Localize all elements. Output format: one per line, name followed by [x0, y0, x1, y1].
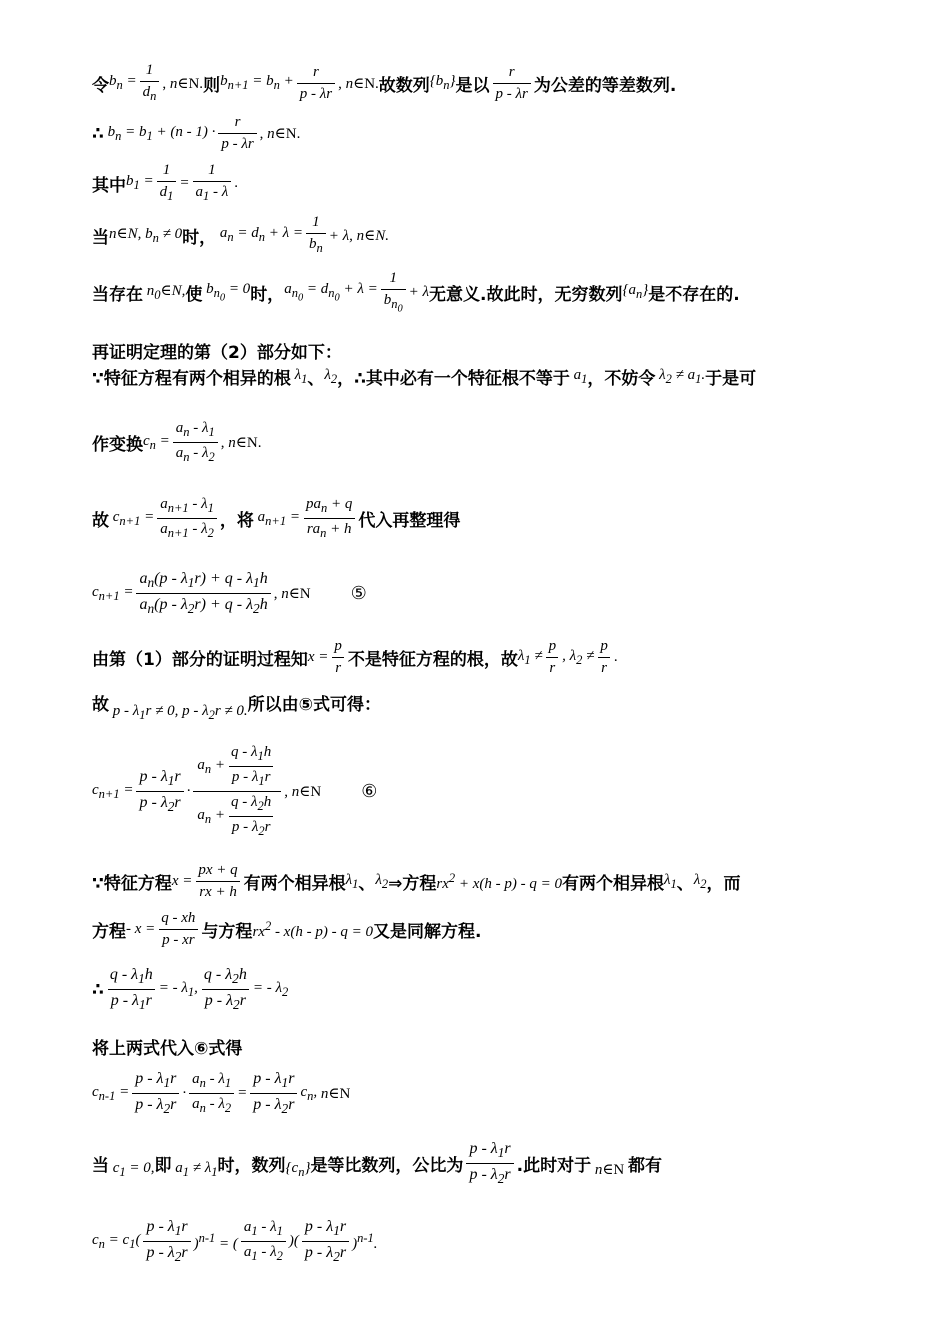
text: 将上两式代入⑥式得 — [92, 1039, 243, 1059]
text: 有两个相异根 — [562, 874, 665, 894]
formula: $\lambda_1$ — [345, 871, 359, 891]
text: 即 — [154, 1156, 172, 1177]
formula: , n∈N — [284, 784, 322, 800]
line-4 — [92, 214, 389, 256]
text: 时， — [250, 284, 285, 305]
fraction: $\frac{1}{b_{n_0}}$ — [381, 270, 406, 315]
text: 又是同解方程. — [372, 922, 482, 942]
formula: $\lambda_2$ — [375, 871, 389, 891]
formula: $\{b_n\}$ — [429, 73, 456, 92]
formula: , $\lambda_2$ ≠ — [562, 647, 595, 667]
text: 、 — [307, 369, 325, 389]
line-5 — [92, 270, 740, 315]
line-13 — [92, 742, 377, 841]
text: 是以 — [455, 75, 490, 96]
formula: $\lambda_1$ — [664, 871, 677, 891]
formula: $b_1$ = — [126, 173, 154, 192]
text: 为公差的等差数列. — [533, 75, 677, 96]
text: 作变换 — [92, 435, 143, 455]
text: .此时对于 — [516, 1156, 592, 1177]
formula: $\lambda_2$ — [324, 366, 338, 386]
line-10 — [92, 570, 367, 617]
formula: )( — [288, 1233, 299, 1250]
fraction: $\frac{q - \lambda_2h}{p - \lambda_2r}$ — [201, 966, 250, 1013]
formula: $\lambda_1$ ≠ — [517, 647, 543, 667]
text: 当 — [92, 227, 109, 248]
formula: $c_{n+1}$ = — [92, 781, 134, 801]
text: 则 — [203, 75, 221, 96]
line-18 — [92, 1070, 350, 1117]
formula: = — [179, 174, 190, 191]
fraction: $\frac{a_{n+1} - \lambda_1}{a_{n+1} - \lambda_2}$ — [157, 496, 217, 541]
text: ，将 — [219, 511, 254, 531]
fraction: $\frac{p - \lambda_1r}{p - \lambda_2r}$ — [143, 1218, 190, 1265]
fraction: $\frac{p}{r}$ — [546, 638, 560, 677]
text: 是等比数列，公比为 — [310, 1156, 464, 1177]
fraction: $\frac{a_n(p - \lambda_1r) + q - \lambda_1h}{a_n(p - \lambda_2r) + q - \lambda_2h}$ — [136, 570, 270, 617]
text: 、 — [676, 874, 694, 894]
text: ∵特征方程 — [92, 874, 172, 894]
text: 其中 — [92, 175, 126, 196]
formula: $\{a_n\}$ — [622, 282, 649, 302]
line-3 — [92, 162, 238, 204]
formula: . — [613, 649, 618, 665]
fraction: $\frac{q - xh}{p - xr}$ — [158, 910, 198, 949]
formula: = - $\lambda_2$ — [252, 979, 289, 999]
text: 无意义.故此时，无穷数列 — [429, 284, 623, 305]
formula: - x = — [126, 921, 156, 937]
formula: $b_n = b_1 + (n - 1)$ · — [103, 123, 216, 143]
text: 都有 — [628, 1156, 663, 1177]
formula: + λ, n∈N. — [328, 227, 389, 244]
formula: = - $\lambda_1$, — [158, 979, 198, 999]
formula: x = — [171, 873, 193, 889]
line-14 — [92, 862, 741, 901]
formula: $rx^2 - x(h - p) - q = 0$ — [252, 918, 373, 940]
text: 时，数列 — [217, 1156, 286, 1177]
formula: n∈N — [594, 1162, 629, 1179]
text: 代入再整理得 — [358, 511, 461, 531]
text: ∵特征方程有两个相异的根 — [92, 369, 291, 389]
formula: · — [186, 783, 191, 799]
fraction: $\frac{pa_n + q}{ra_n + h}$ — [303, 496, 355, 541]
fraction: $\frac{p - \lambda_1r}{p - \lambda_2r}$ — [302, 1218, 349, 1265]
text: 令 — [92, 75, 109, 96]
formula: = — [237, 1085, 248, 1102]
formula: n∈N, $b_n \ne 0$ — [109, 226, 183, 245]
text: 由第（1）部分的证明过程知 — [92, 650, 308, 670]
fraction: $\frac{r}{p - \lambda r}$ — [493, 64, 531, 103]
text: 时， — [182, 227, 217, 248]
formula: n∈N — [320, 1086, 351, 1103]
formula: , n∈N. — [162, 75, 204, 92]
line-11 — [92, 638, 618, 677]
text: ，不妨令 — [587, 369, 656, 389]
text: 再证明定理的第（2）部分如下： — [92, 343, 342, 363]
text: 不是特征方程的根，故 — [347, 650, 518, 670]
line-20 — [92, 1218, 378, 1265]
formula: x = — [307, 649, 329, 665]
line-17 — [92, 1034, 242, 1059]
formula: $\{c_n\}$ — [285, 1159, 311, 1179]
fraction: $\frac{p - \lambda_1r}{p - \lambda_2r}$ — [466, 1140, 513, 1187]
text: 有两个相异根 — [243, 874, 346, 894]
line-2 — [92, 114, 300, 153]
fraction: $\frac{px + q}{rx + h}$ — [195, 862, 240, 901]
formula: $a_{n_0} = d_{n_0} + \lambda$ = — [284, 281, 378, 304]
text: 使 — [185, 284, 203, 305]
text: ∴ — [92, 123, 104, 144]
text: 所以由⑤式可得： — [247, 695, 382, 715]
formula: $c_1 = 0$, — [109, 1159, 155, 1179]
formula: , n∈N. — [259, 126, 301, 142]
fraction: $\frac{1}{a_1 - \lambda}$ — [193, 162, 232, 204]
formula: , n∈N. — [220, 435, 262, 451]
formula: $c_n$, — [300, 1083, 321, 1103]
fraction: $\frac{q - \lambda_1h}{p - \lambda_1r}$ — [107, 966, 156, 1013]
fraction: $\frac{p}{r}$ — [331, 638, 345, 677]
formula: , n∈N — [273, 586, 311, 603]
formula: $p - \lambda_1r \ne 0$, $p - \lambda_2r \ne 0$. — [109, 702, 248, 722]
fraction: $\frac{1}{d_1}$ — [157, 162, 177, 204]
text: 故数列 — [378, 75, 430, 96]
formula: $rx^2 + x(h - p) - q = 0$ — [436, 870, 563, 892]
compound-fraction: $a_n$ + $\frac{q - \lambda_1h}{p - \lambda_1r}$ $a_n$ + $\frac{q - \lambda_2h}{p - \lambda_2r}$ — [193, 742, 281, 841]
fraction: $\frac{p - \lambda_1r}{p - \lambda_2r}$ — [136, 768, 183, 815]
formula: $c_{n+1}$ = — [109, 508, 155, 528]
line-19 — [92, 1140, 662, 1187]
formula: + λ — [408, 283, 430, 300]
formula: $a_n = d_n + \lambda$ = — [216, 225, 303, 244]
line-7 — [92, 364, 756, 389]
text: 于是可 — [705, 369, 757, 389]
formula: $c_n$ = — [143, 432, 170, 452]
formula: $c_{n+1}$ = — [92, 583, 134, 603]
fraction: $\frac{a_n - \lambda_1}{a_n - \lambda_2}$ — [189, 1071, 234, 1116]
text: 与方程 — [201, 922, 253, 942]
formula: $n_0\in N$, — [143, 283, 186, 303]
formula: $\lambda_2 \ne a_1$. — [655, 366, 706, 386]
fraction: $\frac{1}{d_n}$ — [140, 62, 160, 104]
equation-number: ⑥ — [361, 781, 378, 802]
fraction: $\frac{p - \lambda_1r}{p - \lambda_2r}$ — [250, 1070, 297, 1117]
fraction: $\frac{p}{r}$ — [597, 638, 611, 677]
formula: $a_{n+1}$ = — [253, 508, 300, 528]
formula: $\lambda_1$ — [290, 366, 308, 386]
text: 当 — [92, 1156, 109, 1177]
text: 故 — [92, 511, 109, 531]
formula: . — [234, 174, 238, 191]
text: ⇒方程 — [388, 874, 437, 894]
formula: $\lambda_2$ — [693, 871, 707, 891]
text: 方程 — [92, 922, 126, 942]
formula: $b_{n+1} = b_n$ + — [220, 73, 294, 92]
formula: · — [182, 1085, 187, 1102]
formula: , n∈N. — [338, 75, 379, 92]
line-12 — [92, 690, 382, 722]
text: 当存在 — [92, 284, 143, 305]
formula: $a_1 \ne \lambda_1$ — [171, 1159, 218, 1179]
line-8 — [92, 420, 261, 465]
fraction: $\frac{r}{p - \lambda r}$ — [297, 64, 335, 103]
formula: )$^{n-1}$. — [352, 1230, 378, 1252]
formula: $a_1$ — [569, 366, 588, 386]
text: ，而 — [706, 874, 741, 894]
text: 是不存在的. — [648, 284, 740, 305]
formula: $c_n = c_1$( — [92, 1231, 141, 1251]
line-9 — [92, 496, 460, 541]
fraction: $\frac{a_1 - \lambda_1}{a_1 - \lambda_2}$ — [241, 1219, 286, 1264]
line-15 — [92, 910, 481, 949]
line-6 — [92, 338, 342, 363]
fraction: $\frac{1}{b_n}$ — [306, 214, 326, 256]
formula: $b_n$ = — [109, 73, 137, 92]
formula: )$^{n-1}$ = ( — [193, 1230, 238, 1252]
text: 故 — [92, 695, 109, 715]
formula: $b_{n_0} = 0$ — [202, 281, 251, 304]
text: 、 — [358, 874, 376, 894]
formula: $c_{n-1}$ = — [92, 1083, 130, 1103]
text: ，∴其中必有一个特征根不等于 — [337, 369, 570, 389]
text: ∴ — [92, 979, 104, 1000]
fraction: $\frac{a_n - \lambda_1}{a_n - \lambda_2}$ — [173, 420, 218, 465]
fraction: $\frac{r}{p - \lambda r}$ — [218, 114, 256, 153]
line-16 — [92, 966, 288, 1013]
line-1 — [92, 62, 676, 104]
equation-number: ⑤ — [350, 583, 367, 605]
fraction: $\frac{p - \lambda_1r}{p - \lambda_2r}$ — [132, 1070, 179, 1117]
